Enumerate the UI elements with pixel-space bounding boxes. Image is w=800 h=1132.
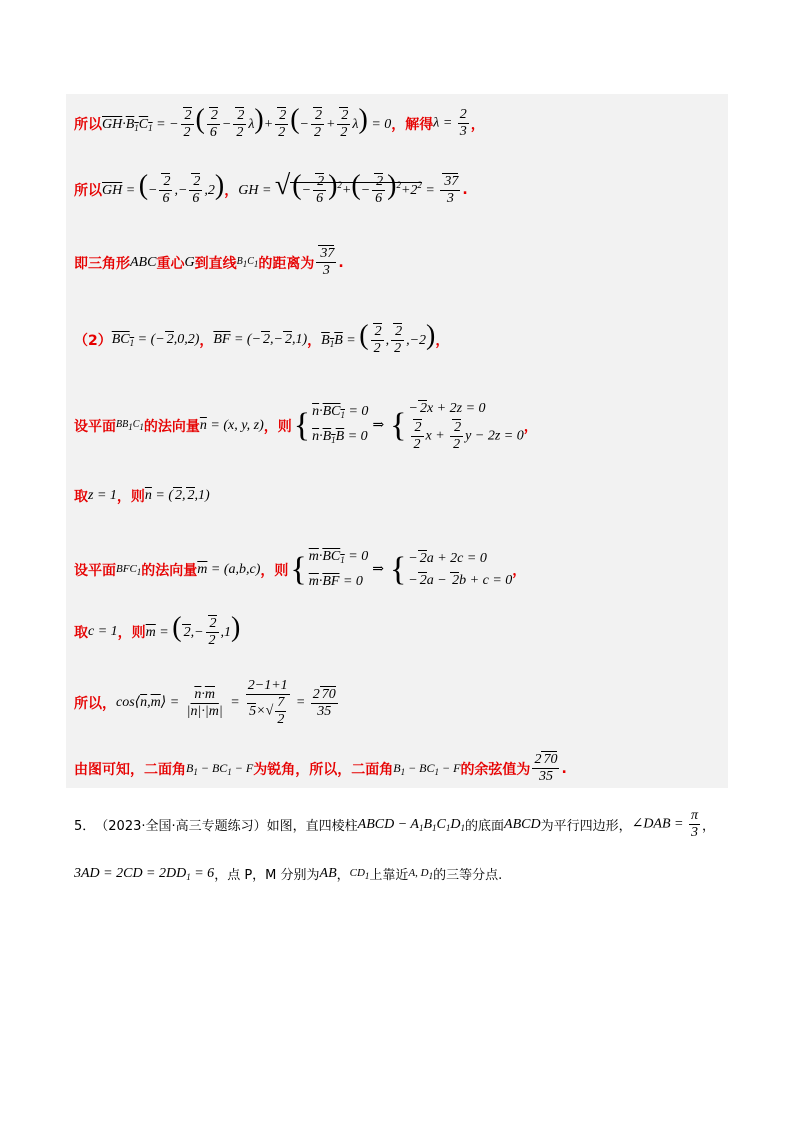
formula: ABCD − $A_1B_1C_1D_1$ [357, 816, 465, 833]
solution-line-6 [74, 486, 210, 506]
text: 取 [74, 624, 88, 641]
text: ，则 [260, 562, 289, 579]
text: 所以 [74, 182, 102, 199]
problem-number: 5． [74, 819, 96, 834]
text: ， [336, 868, 350, 883]
text: ， [307, 332, 322, 349]
text: 所以 [74, 116, 102, 133]
text: ， [435, 332, 450, 349]
text: （2） [74, 332, 112, 349]
formula: $\overline{n}$ = ( 2, 2,1) [144, 488, 210, 503]
formula: { $\overline{n}\cdot BC_1 = 0$ $\overline{n}\cdot B_1B = 0$ ⇒ { − 2x + 2z = 0 $\frac{2}{2}$ x + $\frac{2}{2}$ y − 2z = 0 [293, 401, 524, 452]
text: ，解得 [391, 116, 434, 133]
text: 由图可知，二面角 [74, 761, 186, 778]
text: 所以， [74, 696, 116, 712]
text: ， [512, 562, 527, 579]
formula: c = 1 [88, 623, 118, 639]
solution-line-1 [74, 106, 485, 141]
formula: $\overline{BF}$ = (− 2,− 2,1) [213, 331, 308, 347]
text: 为平行四边形， [540, 819, 632, 834]
text: 的法向量 [141, 562, 198, 579]
solution-line-3 [74, 246, 344, 279]
text: . [462, 181, 468, 198]
text: 的法向量 [143, 418, 200, 435]
formula: $\frac{2 70}{35}$ [534, 752, 558, 784]
formula: $\overline{m}$ = ( 2,− $\frac{2}{2}$ ,1) [145, 612, 241, 649]
text: 到直线 [194, 255, 237, 272]
solution-line-2 [74, 172, 468, 207]
formula: $\overline{m} = (a,b,c)$ [197, 561, 261, 577]
formula: $B_1 - BC_1 - F$ [186, 760, 254, 777]
problem-5-line-1 [74, 808, 715, 841]
solution-line-4 [74, 322, 449, 357]
formula: $\frac{37}{3}$ [314, 246, 338, 279]
formula: $BC_1$ = (− 2,0,2) [111, 331, 200, 348]
solution-line-7 [74, 546, 526, 593]
text: ，则 [117, 624, 146, 641]
formula: ∠DAB = $\frac{\pi}{3}$ [631, 808, 699, 840]
solution-line-8 [74, 614, 240, 649]
formula: $B_1 - BC_1 - F$ [393, 760, 461, 777]
formula: { $\overline{m}\cdot BC_1 = 0$ $\overline{m}\cdot\overline{BF} = 0$ ⇒ { − 2a + 2c = 0 − 2a − 2b + c = 0 [290, 549, 513, 589]
formula: z = 1 [88, 488, 117, 503]
formula: $\overline{n} = (x$, y, z) [199, 417, 264, 433]
solution-line-9 [74, 678, 340, 728]
formula: A, $D_1$ [408, 866, 434, 881]
formula: AB [319, 865, 337, 881]
text: ， [224, 182, 239, 199]
formula: $\overline{GH}$ = (− $\frac{2}{6}$ ,− $\frac{2}{6}$ ,2) [102, 170, 225, 207]
formula: $\cos⟨\overline{n},\overline{m}⟩$ = $\frac{\overline{n}\cdot\overline{m}}{|\overline{n}|\cdot|\overline{m}|}$ = 2−1+1 5×√ $\frac{7}{2}$ = $\frac{2 70}{35}$ [116, 678, 336, 727]
text: 为锐角，所以，二面角 [253, 761, 394, 778]
text: 的距离为 [258, 255, 315, 272]
formula: BB1C1 [116, 419, 144, 432]
text: 上靠近 [369, 868, 409, 883]
text: . [561, 760, 567, 777]
text: ，则 [263, 418, 292, 435]
formula: $B_1B$ = ( $\frac{2}{2}$ , $\frac{2}{2}$ ,−2) [321, 320, 436, 357]
formula: GH = √(− $\frac{2}{6}$ )$^2$+(− $\frac{2}{6}$ )$^2+2^2$ = $\frac{37}{3}$ [238, 170, 459, 207]
text: 的三等分点. [433, 868, 503, 883]
text: 设平面 [74, 418, 116, 435]
formula: ABCD [504, 816, 541, 832]
formula: B1C1 [236, 256, 259, 269]
text: ， [470, 116, 485, 133]
solution-line-5 [74, 398, 538, 453]
text: ， [199, 332, 214, 349]
formula: $\overline{GH}\cdot B_1C_1$ = − $\frac{2}{2}$ ( $\frac{2}{6}$ − $\frac{2}{2}$ λ)+ $\frac{2}{2}$ (− $\frac{2}{2}$ + $\frac{2}{2}$ λ) = 0 [102, 104, 392, 141]
text: 取 [74, 489, 88, 505]
text: ，点 P，M 分别为 [214, 868, 320, 883]
formula: $BFC_1$ [116, 562, 142, 577]
text: ， [702, 819, 716, 834]
text: . [338, 254, 344, 271]
formula: $3AD = 2CD = 2DD_1 = 6$ [74, 865, 215, 882]
text: ， [523, 418, 538, 435]
formula: G [184, 254, 195, 270]
text: 的余弦值为 [460, 761, 531, 778]
solution-line-10 [74, 752, 567, 785]
text: 如图，直四棱柱 [266, 819, 358, 834]
formula: $CD_1$ [349, 866, 370, 881]
problem-5-line-2 [74, 864, 502, 883]
text: 重心 [156, 255, 185, 272]
text: 设平面 [74, 562, 116, 579]
formula: ABC [130, 254, 157, 270]
text: 的底面 [465, 819, 505, 834]
formula: λ = $\frac{2}{3}$ [433, 107, 467, 140]
problem-source: （2023·全国·高三专题练习） [95, 819, 267, 834]
text: 即三角形 [74, 255, 130, 272]
text: ，则 [116, 489, 145, 505]
